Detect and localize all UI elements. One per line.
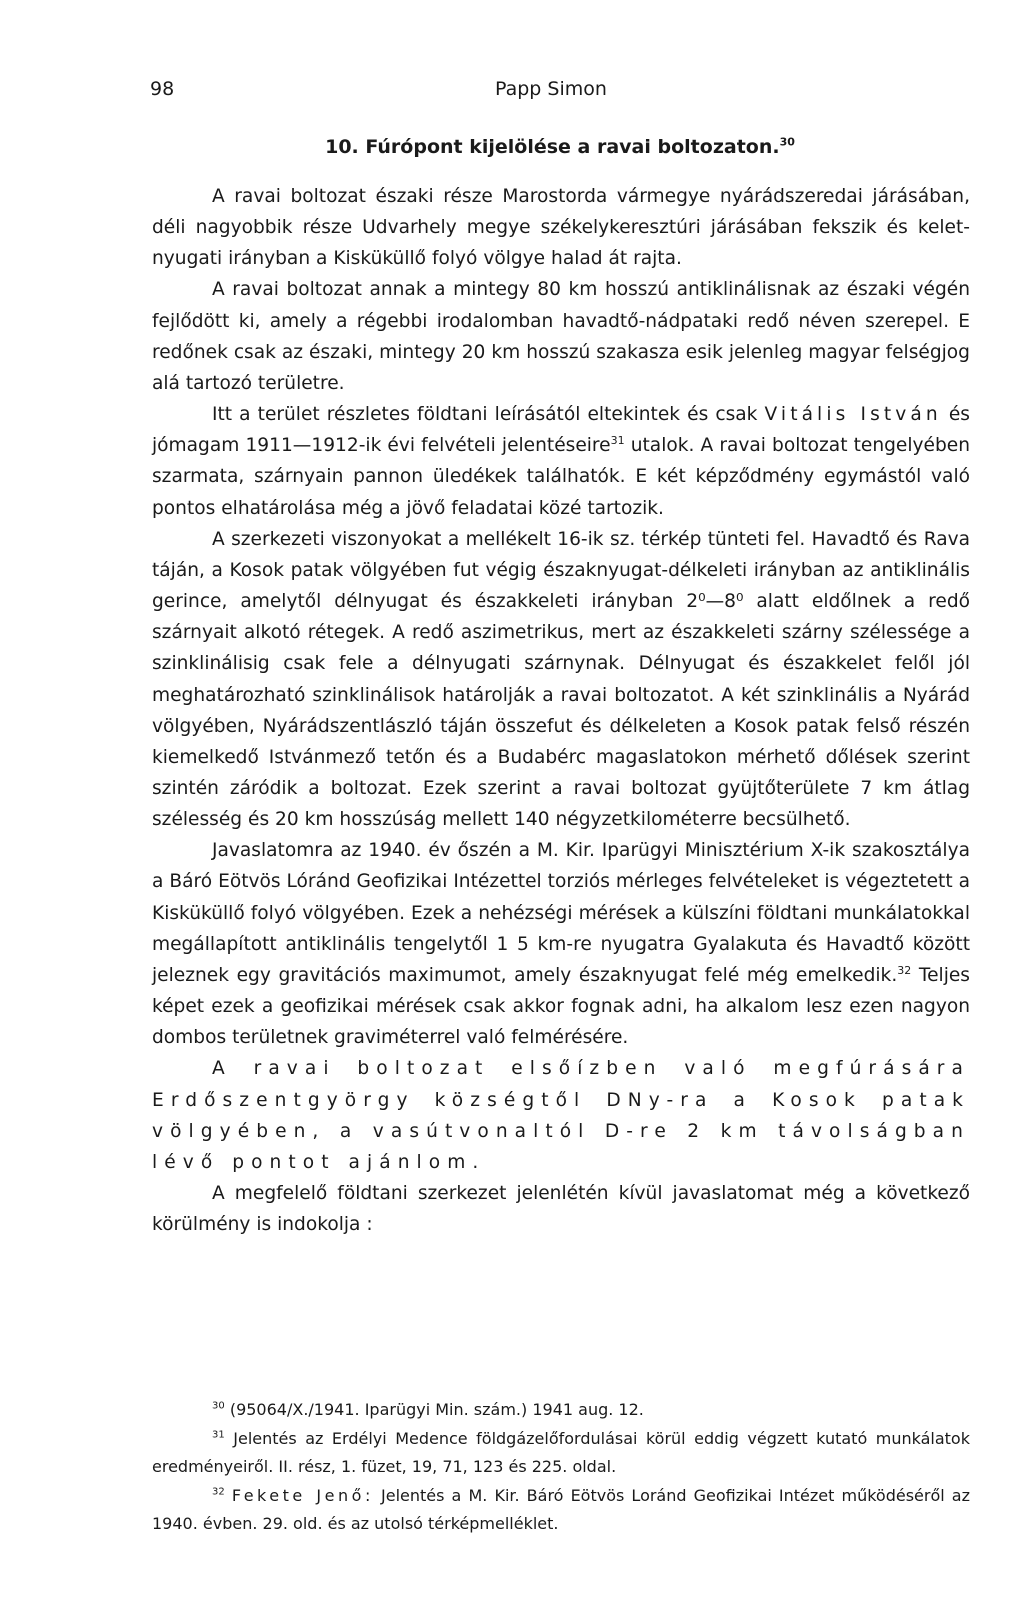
paragraph-7: A megfelelő földtani szerkezet jelenlétén kívül javaslatomat még a következő körülmény is indokolja : — [152, 1183, 970, 1236]
paragraph-5-start: Javaslatomra az 1940. év őszén a M. Kir. Iparügyi Minisztérium X-ik szakosztálya a Báró Eötvös Lóránd Geofizikai Intézettel torziós mérleges felvételeket is végeztetett a Kisküküllő folyó völgyében. Ezek a nehézségi mérések a külszíni földtani munkálatokkal megállapított antiklinális tengelytől 1 5 km-re nyugatra Gyalakuta és Havadtő között jeleznek egy gravitációs maximumot, amely északnyugat felé még emelkedik. — [152, 840, 970, 986]
footnote-ref-30: 30 — [779, 135, 795, 149]
footnote-text: (95064/X./1941. Iparügyi Min. szám.) 1941 aug. 12. — [229, 1400, 644, 1419]
footnote-30 — [152, 1396, 970, 1425]
page-header — [150, 78, 970, 104]
footnote-number: 32 — [212, 1486, 225, 1498]
paragraph-5 — [152, 835, 970, 1053]
footnote-number: 30 — [212, 1400, 225, 1412]
paragraph-3-middle: és jómagam 1911—1912-ik évi felvételi jelentéseire — [152, 404, 970, 457]
footnote-number: 31 — [212, 1429, 225, 1441]
paragraph-2: A ravai boltozat annak a mintegy 80 km hosszú antiklinálisnak az északi végén fejlődött ki, amely a régebbi irodalomban havadtő-nádpataki redő néven szerepel. E redőnek csak az északi, mintegy 20 km hosszú szakasza esik jelenleg magyar felségjog alá tartozó területre. — [152, 279, 970, 394]
page-number: 98 — [150, 78, 175, 100]
footnote-text: Jelentés az Erdélyi Medence földgázelőfordulásai körül eddig végzett kutató munkálatok eredményeiről. II. rész, 1. füzet, 19, 71, 123 és 225. oldal. — [152, 1428, 970, 1476]
footnote-ref-31: 31 — [610, 434, 625, 448]
author-name-vitalis: Vitális István — [764, 404, 942, 426]
paragraph-5-end: Teljes képet ezek a geofizikai mérések csak akkor fognak adni, ha alkalom lesz ezen nagyon dombos területnek graviméterrel való felmérésére. — [152, 964, 970, 1049]
paragraph-3-start: Itt a terület részletes földtani leírásától eltekintek és csak — [212, 404, 758, 426]
footnote-author: Fekete Jenő: — [231, 1485, 374, 1505]
section-title — [150, 136, 970, 158]
footnote-31 — [152, 1425, 970, 1482]
body-text — [152, 181, 970, 1240]
running-head: Papp Simon — [495, 78, 607, 100]
paragraph-1: A ravai boltozat északi része Marostorda vármegye nyárádszeredai járásában, déli nagyobbik része Udvarhely megye székelykeresztúri járásában fekszik és kelet-nyugati irányban a Kisküküllő folyó völgye halad át rajta. — [152, 186, 970, 270]
footnote-text: Jelentés a M. Kir. Báró Eötvös Loránd Geofizikai Intézet működéséről az 1940. évben. 29. old. és az utolsó térképmelléklet. — [152, 1485, 971, 1533]
paragraph-6: A ravai boltozat elsőízben való megfúrására Erdőszentgyörgy községtől DNy-ra a Kosok patak völgyében, a vasútvonaltól D-re 2 km távolságban lévő pontot ajánlom. — [152, 1058, 970, 1173]
footnotes — [152, 1396, 970, 1539]
paragraph-3 — [152, 399, 970, 524]
paragraph-4: A szerkezeti viszonyokat a mellékelt 16-ik sz. térkép tünteti fel. Havadtő és Rava táján, a Kosok patak völgyében fut végig északnyugat-délkeleti irányban az antiklinális gerince, amelytől délnyugat és északkeleti irányban 2⁰—8⁰ alatt eldőlnek a redő szárnyait alkotó rétegek. A redő aszimetrikus, mert az északkeleti szárny szélessége a szinklinálisig csak fele a délnyugati szárnynak. Délnyugat és északkelet felől jól meghatározható szinklinálisok határolják a ravai boltozatot. A két szinklinális a Nyárád völgyében, Nyárádszentlászló táján összefut és délkeleten a Kosok patak felső részén kiemelkedő Istvánmező tetőn és a Budabérc magaslatokon mérhető dőlések szerint szintén záródik a boltozat. Ezek szerint a ravai boltozat gyüjtőterülete 7 km átlag szélesség és 20 km hosszúság mellett 140 négyzetkilométerre becsülhető. — [152, 528, 970, 831]
paragraph-3-end: utalok. A ravai boltozat tengelyében szarmata, szárnyain pannon üledékek találhatók. E két képződmény egymástól való pontos elhatárolása még a jövő feladatai közé tartozik. — [152, 435, 970, 519]
footnote-32 — [152, 1482, 970, 1539]
footnote-ref-32: 32 — [897, 963, 912, 977]
section-title-text: 10. Fúrópont kijelölése a ravai boltozaton. — [325, 136, 780, 158]
